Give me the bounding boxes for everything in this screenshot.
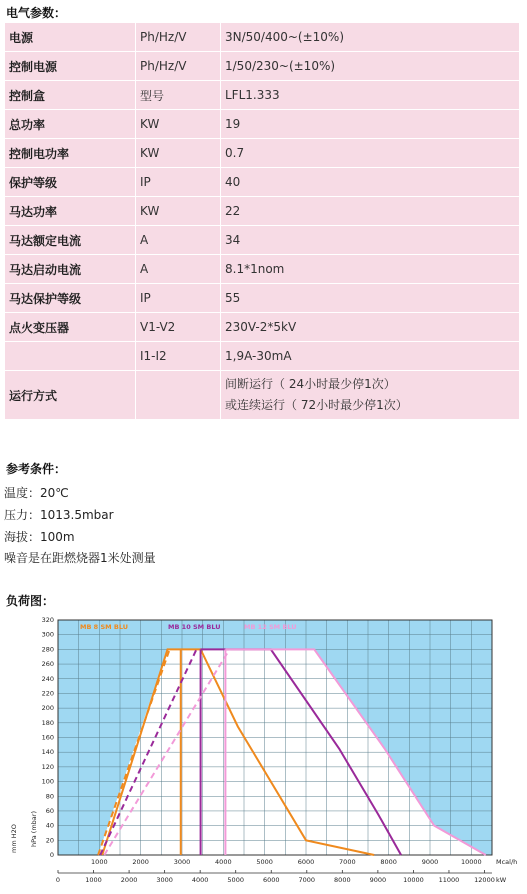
reference-title: 参考条件： [6,462,67,476]
spec-label: 电源 [5,23,136,52]
chart-kw-tick-label: 11000 [438,876,460,884]
spec-unit: V1-V2 [136,313,221,342]
spec-label: 马达功率 [5,197,136,226]
chart-kw-tick-label: 6000 [262,876,280,884]
spec-unit: KW [136,139,221,168]
spec-value: 40 [221,168,520,197]
chart-x-tick-label: 2000 [132,858,149,866]
chart-y-tick-label: 60 [45,806,54,815]
spec-unit: A [136,255,221,284]
reference-noise-note: 噪音是在距燃烧器1米处测量 [4,551,156,565]
spec-value: 22 [221,197,520,226]
spec-value [221,371,520,420]
spec-row [5,197,520,226]
chart-kw-tick-label: 4000 [191,876,209,884]
spec-label [5,342,136,371]
chart-y2-axis-label: mm H2O [10,824,18,853]
chart-kw-tick-label: 9000 [369,876,387,884]
chart-y-tick-label: 240 [41,674,54,683]
chart-kw-tick-label: 5000 [227,876,244,884]
spec-row [5,313,520,342]
spec-row [5,342,520,371]
chart-kw-tick-label: 12000 [474,876,495,884]
spec-label: 控制电源 [5,52,136,81]
spec-value: 34 [221,226,520,255]
spec-unit: 型号 [136,81,221,110]
chart-x-tick-label: 3000 [173,858,191,866]
electrical-parameters-table [4,22,520,420]
chart-series-label: MB 12 SM BLU [244,623,297,631]
chart-x-tick-label: 6000 [297,858,315,866]
spec-row [5,23,520,52]
chart-kw-tick-label: 8000 [334,876,351,884]
chart-y-tick-label: 180 [41,718,54,727]
chart-x-tick-label: 10000 [460,858,482,866]
operation-continuous: 或连续运行（ 72小时最少停1次） [225,398,408,412]
spec-row [5,255,520,284]
spec-row [5,81,520,110]
spec-value: LFL1.333 [221,81,520,110]
spec-label: 马达保护等级 [5,284,136,313]
chart-y-tick-label: 160 [41,733,54,742]
chart-kw-axis-label: kW [496,876,507,884]
spec-unit: Ph/Hz/V [136,52,221,81]
spec-unit: IP [136,284,221,313]
chart-title: 负荷图： [6,594,55,608]
chart-y-tick-label: 140 [41,748,54,757]
chart-x-tick-label: 1000 [91,858,108,866]
spec-unit: A [136,226,221,255]
chart-y-tick-label: 120 [41,762,54,771]
spec-label: 总功率 [5,110,136,139]
spec-value: 0.7 [221,139,520,168]
spec-row [5,168,520,197]
spec-value: 8.1*1nom [221,255,520,284]
operation-intermittent: 间断运行（ 24小时最少停1次） [225,377,396,391]
chart-x-tick-label: 7000 [339,858,356,866]
spec-value: 230V-2*5kV [221,313,520,342]
electrical-title: 电气参数： [6,6,67,20]
spec-label: 马达额定电流 [5,226,136,255]
spec-unit: KW [136,197,221,226]
chart-kw-tick-label: 2000 [120,876,138,884]
chart-series-label: MB 8 SM BLU [80,623,129,631]
spec-label: 保护等级 [5,168,136,197]
spec-value: 3N/50/400~(±10%) [221,23,520,52]
chart-y-axis-label: hPa (mbar) [30,811,38,847]
chart-x-tick-label: 5000 [256,858,273,866]
spec-row [5,52,520,81]
chart-y-tick-label: 260 [41,660,54,669]
reference-temperature: 温度：20℃ [4,486,69,500]
chart-y-tick-label: 40 [45,821,54,830]
spec-unit: IP [136,168,221,197]
spec-row [5,226,520,255]
spec-label: 控制盒 [5,81,136,110]
spec-label: 控制电功率 [5,139,136,168]
chart-x-tick-label: 8000 [380,858,397,866]
load-chart [0,606,527,894]
chart-y-tick-label: 320 [41,616,54,624]
spec-unit: Ph/Hz/V [136,23,221,52]
chart-y-tick-label: 220 [41,689,54,698]
spec-row [5,284,520,313]
chart-y-tick-label: 20 [45,836,54,845]
spec-value: 19 [221,110,520,139]
spec-value: 1,9A-30mA [221,342,520,371]
chart-kw-tick-label: 1000 [85,876,102,884]
chart-y-tick-label: 280 [41,645,54,654]
chart-y-tick-label: 0 [49,851,54,859]
spec-label: 马达启动电流 [5,255,136,284]
reference-pressure: 压力：1013.5mbar [4,508,114,522]
spec-unit: I1-I2 [136,342,221,371]
reference-altitude: 海拔：100m [4,530,75,544]
spec-unit: KW [136,110,221,139]
chart-x-tick-label: 9000 [421,858,439,866]
chart-x-tick-label: 4000 [215,858,232,866]
spec-label: 点火变压器 [5,313,136,342]
spec-row-operation [5,371,520,420]
chart-x-axis-label: Mcal/h [496,858,518,866]
chart-kw-tick-label: 10000 [403,876,424,884]
chart-y-tick-label: 100 [41,777,54,786]
spec-value: 1/50/230~(±10%) [221,52,520,81]
chart-y-tick-label: 200 [41,704,54,713]
spec-row [5,139,520,168]
chart-y-tick-label: 300 [41,630,54,639]
spec-label: 运行方式 [5,371,136,420]
spec-row [5,110,520,139]
chart-y-tick-label: 80 [45,792,54,801]
spec-unit [136,371,221,420]
spec-value: 55 [221,284,520,313]
chart-series-label: MB 10 SM BLU [168,623,221,631]
chart-kw-tick-label: 7000 [298,876,316,884]
chart-kw-tick-label: 0 [55,876,61,884]
chart-kw-tick-label: 3000 [156,876,173,884]
